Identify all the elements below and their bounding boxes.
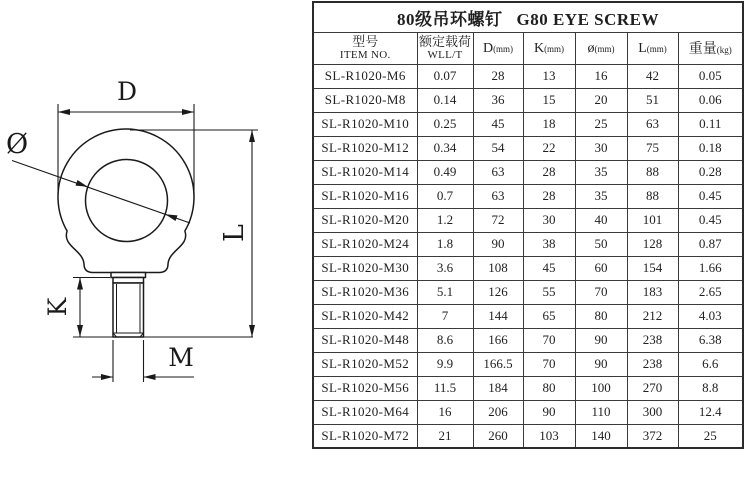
table-row (313, 112, 743, 136)
cell-wll: 0.25 (417, 112, 473, 136)
cell-d: 36 (473, 88, 523, 112)
cell-weight: 0.45 (678, 184, 743, 208)
cell-weight: 2.65 (678, 280, 743, 304)
table-row (313, 136, 743, 160)
header-wll: 额定载荷 WLL/T (417, 32, 473, 64)
header-d: D(mm) (473, 32, 523, 64)
cell-diameter: 60 (575, 256, 627, 280)
cell-weight: 0.18 (678, 136, 743, 160)
cell-item-no: SL-R1020-M64 (313, 400, 417, 424)
cell-item-no: SL-R1020-M52 (313, 352, 417, 376)
cell-l: 101 (627, 208, 678, 232)
cell-k: 65 (523, 304, 575, 328)
cell-l: 212 (627, 304, 678, 328)
cell-weight: 0.06 (678, 88, 743, 112)
cell-k: 18 (523, 112, 575, 136)
cell-k: 55 (523, 280, 575, 304)
cell-k: 22 (523, 136, 575, 160)
table-row (313, 280, 743, 304)
cell-weight: 8.8 (678, 376, 743, 400)
table-title-cn: 80级吊环螺钉 (396, 9, 503, 29)
cell-wll: 1.2 (417, 208, 473, 232)
cell-weight: 1.66 (678, 256, 743, 280)
shank (113, 283, 144, 337)
table-row (313, 208, 743, 232)
table-row (313, 352, 743, 376)
cell-d: 45 (473, 112, 523, 136)
cell-weight: 6.6 (678, 352, 743, 376)
cell-l: 88 (627, 160, 678, 184)
cell-item-no: SL-R1020-M16 (313, 184, 417, 208)
cell-diameter: 80 (575, 304, 627, 328)
cell-d: 166 (473, 328, 523, 352)
cell-l: 128 (627, 232, 678, 256)
table-title-en: G80 EYE SCREW (516, 9, 660, 29)
cell-l: 372 (627, 424, 678, 448)
dim-label-k: K (43, 297, 72, 317)
cell-item-no: SL-R1020-M72 (313, 424, 417, 448)
table-row (313, 304, 743, 328)
table-row (313, 424, 743, 448)
cell-wll: 0.7 (417, 184, 473, 208)
cell-diameter: 70 (575, 280, 627, 304)
cell-wll: 11.5 (417, 376, 473, 400)
cell-diameter: 16 (575, 64, 627, 88)
cell-d: 28 (473, 64, 523, 88)
cell-diameter: 140 (575, 424, 627, 448)
cell-wll: 16 (417, 400, 473, 424)
cell-d: 54 (473, 136, 523, 160)
cell-wll: 3.6 (417, 256, 473, 280)
cell-d: 184 (473, 376, 523, 400)
cell-wll: 7 (417, 304, 473, 328)
cell-l: 42 (627, 64, 678, 88)
cell-k: 70 (523, 328, 575, 352)
cell-l: 63 (627, 112, 678, 136)
cell-item-no: SL-R1020-M24 (313, 232, 417, 256)
cell-weight: 0.11 (678, 112, 743, 136)
cell-item-no: SL-R1020-M20 (313, 208, 417, 232)
cell-k: 45 (523, 256, 575, 280)
cell-k: 28 (523, 184, 575, 208)
cell-d: 63 (473, 184, 523, 208)
cell-item-no: SL-R1020-M36 (313, 280, 417, 304)
table-body (313, 64, 743, 448)
cell-wll: 21 (417, 424, 473, 448)
cell-l: 238 (627, 328, 678, 352)
cell-k: 15 (523, 88, 575, 112)
table-row (313, 88, 743, 112)
dim-label-m: M (168, 343, 194, 372)
header-weight: 重量(kg) (678, 32, 743, 64)
cell-diameter: 110 (575, 400, 627, 424)
cell-wll: 8.6 (417, 328, 473, 352)
cell-k: 80 (523, 376, 575, 400)
cell-diameter: 100 (575, 376, 627, 400)
cell-item-no: SL-R1020-M42 (313, 304, 417, 328)
cell-item-no: SL-R1020-M48 (313, 328, 417, 352)
cell-diameter: 25 (575, 112, 627, 136)
table-row (313, 64, 743, 88)
cell-k: 70 (523, 352, 575, 376)
dim-label-diameter: Ø (6, 129, 29, 160)
cell-k: 28 (523, 160, 575, 184)
cell-diameter: 30 (575, 136, 627, 160)
table-row (313, 328, 743, 352)
cell-weight: 0.28 (678, 160, 743, 184)
spec-table (312, 1, 744, 449)
table-row (313, 184, 743, 208)
cell-wll: 9.9 (417, 352, 473, 376)
cell-l: 154 (627, 256, 678, 280)
table-row (313, 376, 743, 400)
cell-weight: 4.03 (678, 304, 743, 328)
cell-item-no: SL-R1020-M10 (313, 112, 417, 136)
cell-item-no: SL-R1020-M6 (313, 64, 417, 88)
eye-screw-diagram (0, 0, 310, 479)
cell-d: 72 (473, 208, 523, 232)
table-row (313, 232, 743, 256)
cell-diameter: 35 (575, 160, 627, 184)
cell-item-no: SL-R1020-M14 (313, 160, 417, 184)
table-row (313, 160, 743, 184)
cell-d: 108 (473, 256, 523, 280)
cell-wll: 0.14 (417, 88, 473, 112)
cell-l: 51 (627, 88, 678, 112)
cell-item-no: SL-R1020-M56 (313, 376, 417, 400)
cell-k: 90 (523, 400, 575, 424)
cell-diameter: 20 (575, 88, 627, 112)
table-header-row (313, 32, 743, 64)
cell-wll: 5.1 (417, 280, 473, 304)
header-l: L(mm) (627, 32, 678, 64)
table-row (313, 400, 743, 424)
cell-wll: 0.34 (417, 136, 473, 160)
cell-l: 88 (627, 184, 678, 208)
dimension-k (73, 278, 110, 338)
cell-weight: 12.4 (678, 400, 743, 424)
cell-d: 144 (473, 304, 523, 328)
cell-l: 238 (627, 352, 678, 376)
cell-diameter: 35 (575, 184, 627, 208)
cell-l: 75 (627, 136, 678, 160)
cell-item-no: SL-R1020-M12 (313, 136, 417, 160)
cell-weight: 0.87 (678, 232, 743, 256)
cell-l: 300 (627, 400, 678, 424)
cell-k: 38 (523, 232, 575, 256)
cell-diameter: 90 (575, 352, 627, 376)
cell-weight: 25 (678, 424, 743, 448)
table-title (313, 2, 743, 32)
cell-diameter: 40 (575, 208, 627, 232)
cell-wll: 0.49 (417, 160, 473, 184)
cell-l: 183 (627, 280, 678, 304)
table-title-row (313, 2, 743, 32)
eye-screw-body (58, 129, 194, 337)
cell-k: 13 (523, 64, 575, 88)
dim-label-d: D (116, 77, 138, 106)
cell-d: 166.5 (473, 352, 523, 376)
header-k: K(mm) (523, 32, 575, 64)
header-diameter: ø(mm) (575, 32, 627, 64)
cell-d: 126 (473, 280, 523, 304)
cell-k: 30 (523, 208, 575, 232)
cell-wll: 1.8 (417, 232, 473, 256)
header-item-no: 型号 ITEM NO. (313, 32, 417, 64)
cell-item-no: SL-R1020-M30 (313, 256, 417, 280)
cell-item-no: SL-R1020-M8 (313, 88, 417, 112)
cell-weight: 6.38 (678, 328, 743, 352)
table-row (313, 256, 743, 280)
cell-diameter: 90 (575, 328, 627, 352)
cell-l: 270 (627, 376, 678, 400)
cell-d: 63 (473, 160, 523, 184)
cell-weight: 0.45 (678, 208, 743, 232)
cell-k: 103 (523, 424, 575, 448)
dim-label-l: L (219, 224, 250, 242)
cell-d: 206 (473, 400, 523, 424)
cell-d: 260 (473, 424, 523, 448)
cell-d: 90 (473, 232, 523, 256)
cell-diameter: 50 (575, 232, 627, 256)
cell-wll: 0.07 (417, 64, 473, 88)
cell-weight: 0.05 (678, 64, 743, 88)
